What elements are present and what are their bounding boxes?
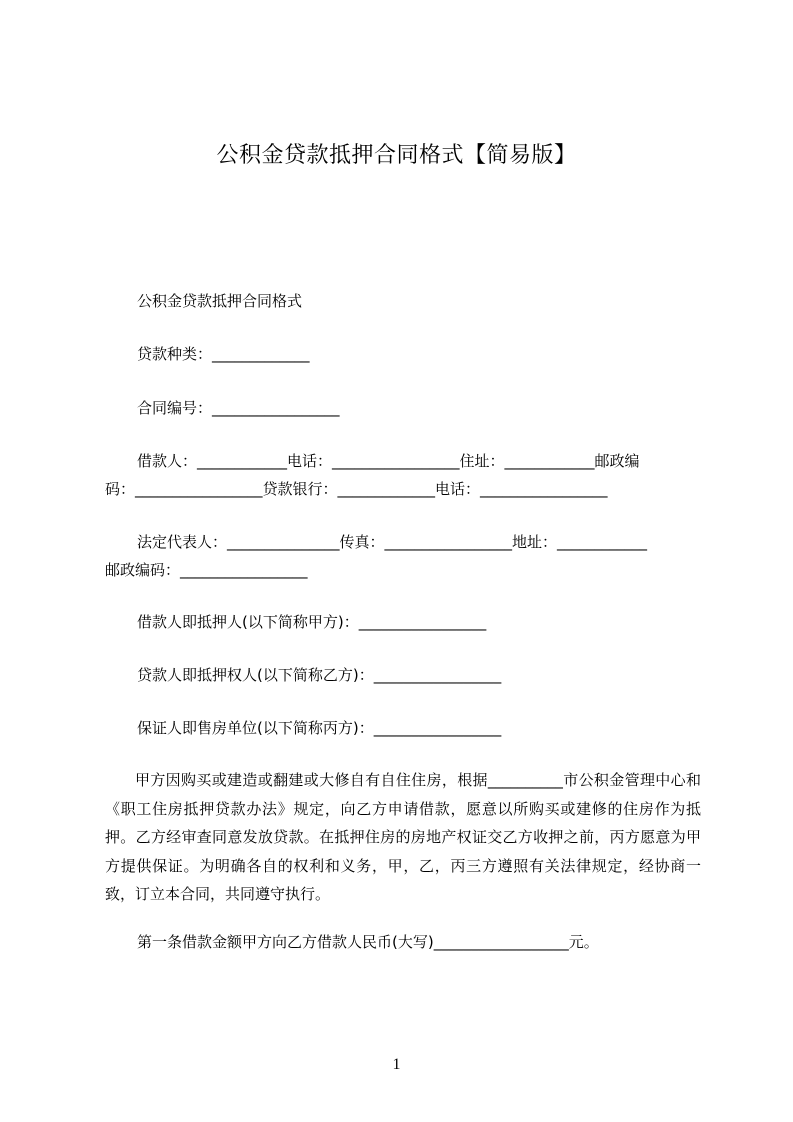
legal-representative-line-1: 法定代表人：_______________传真：_________________地址：____________ [137,533,648,551]
party-a-field: 借款人即抵押人(以下简称甲方)：_________________ [137,613,487,631]
loan-type-field: 贷款种类：_____________ [137,345,310,363]
contract-number-field: 合同编号：_________________ [137,399,340,417]
page-number: 1 [392,1056,401,1073]
article-1-loan-amount: 第一条借款金额甲方向乙方借款人民币(大写)__________________元。 [137,933,599,951]
document-title: 公积金贷款抵押合同格式【简易版】 [216,143,577,168]
borrower-info-line-2: 码：_________________贷款银行：_____________电话：_________________ [105,480,608,498]
contract-subtitle: 公积金贷款抵押合同格式 [137,292,303,310]
borrower-info-line-1: 借款人：____________电话：_________________住址：____________邮政编 [137,452,640,470]
legal-representative-line-2: 邮政编码：_________________ [105,561,308,579]
party-b-field: 贷款人即抵押权人(以下简称乙方)：_________________ [137,666,502,684]
contract-body-paragraph: 甲方因购买或建造或翻建或大修自有自住住房，根据__________市公积金管理中心和《职工住房抵押贷款办法》规定，向乙方申请借款，愿意以所购买或建修的住房作为抵押。乙方经审查同意发放贷款。在抵押住房的房地产权证交乙方收押之前，丙方愿意为甲方提供保证。为明确各自的权利和义务，甲，乙，丙三方遵照有关法律规定，经协商一致，订立本合同，共同遵守执行。 [105,771,701,904]
party-c-field: 保证人即售房单位(以下简称丙方)：_________________ [137,719,502,737]
